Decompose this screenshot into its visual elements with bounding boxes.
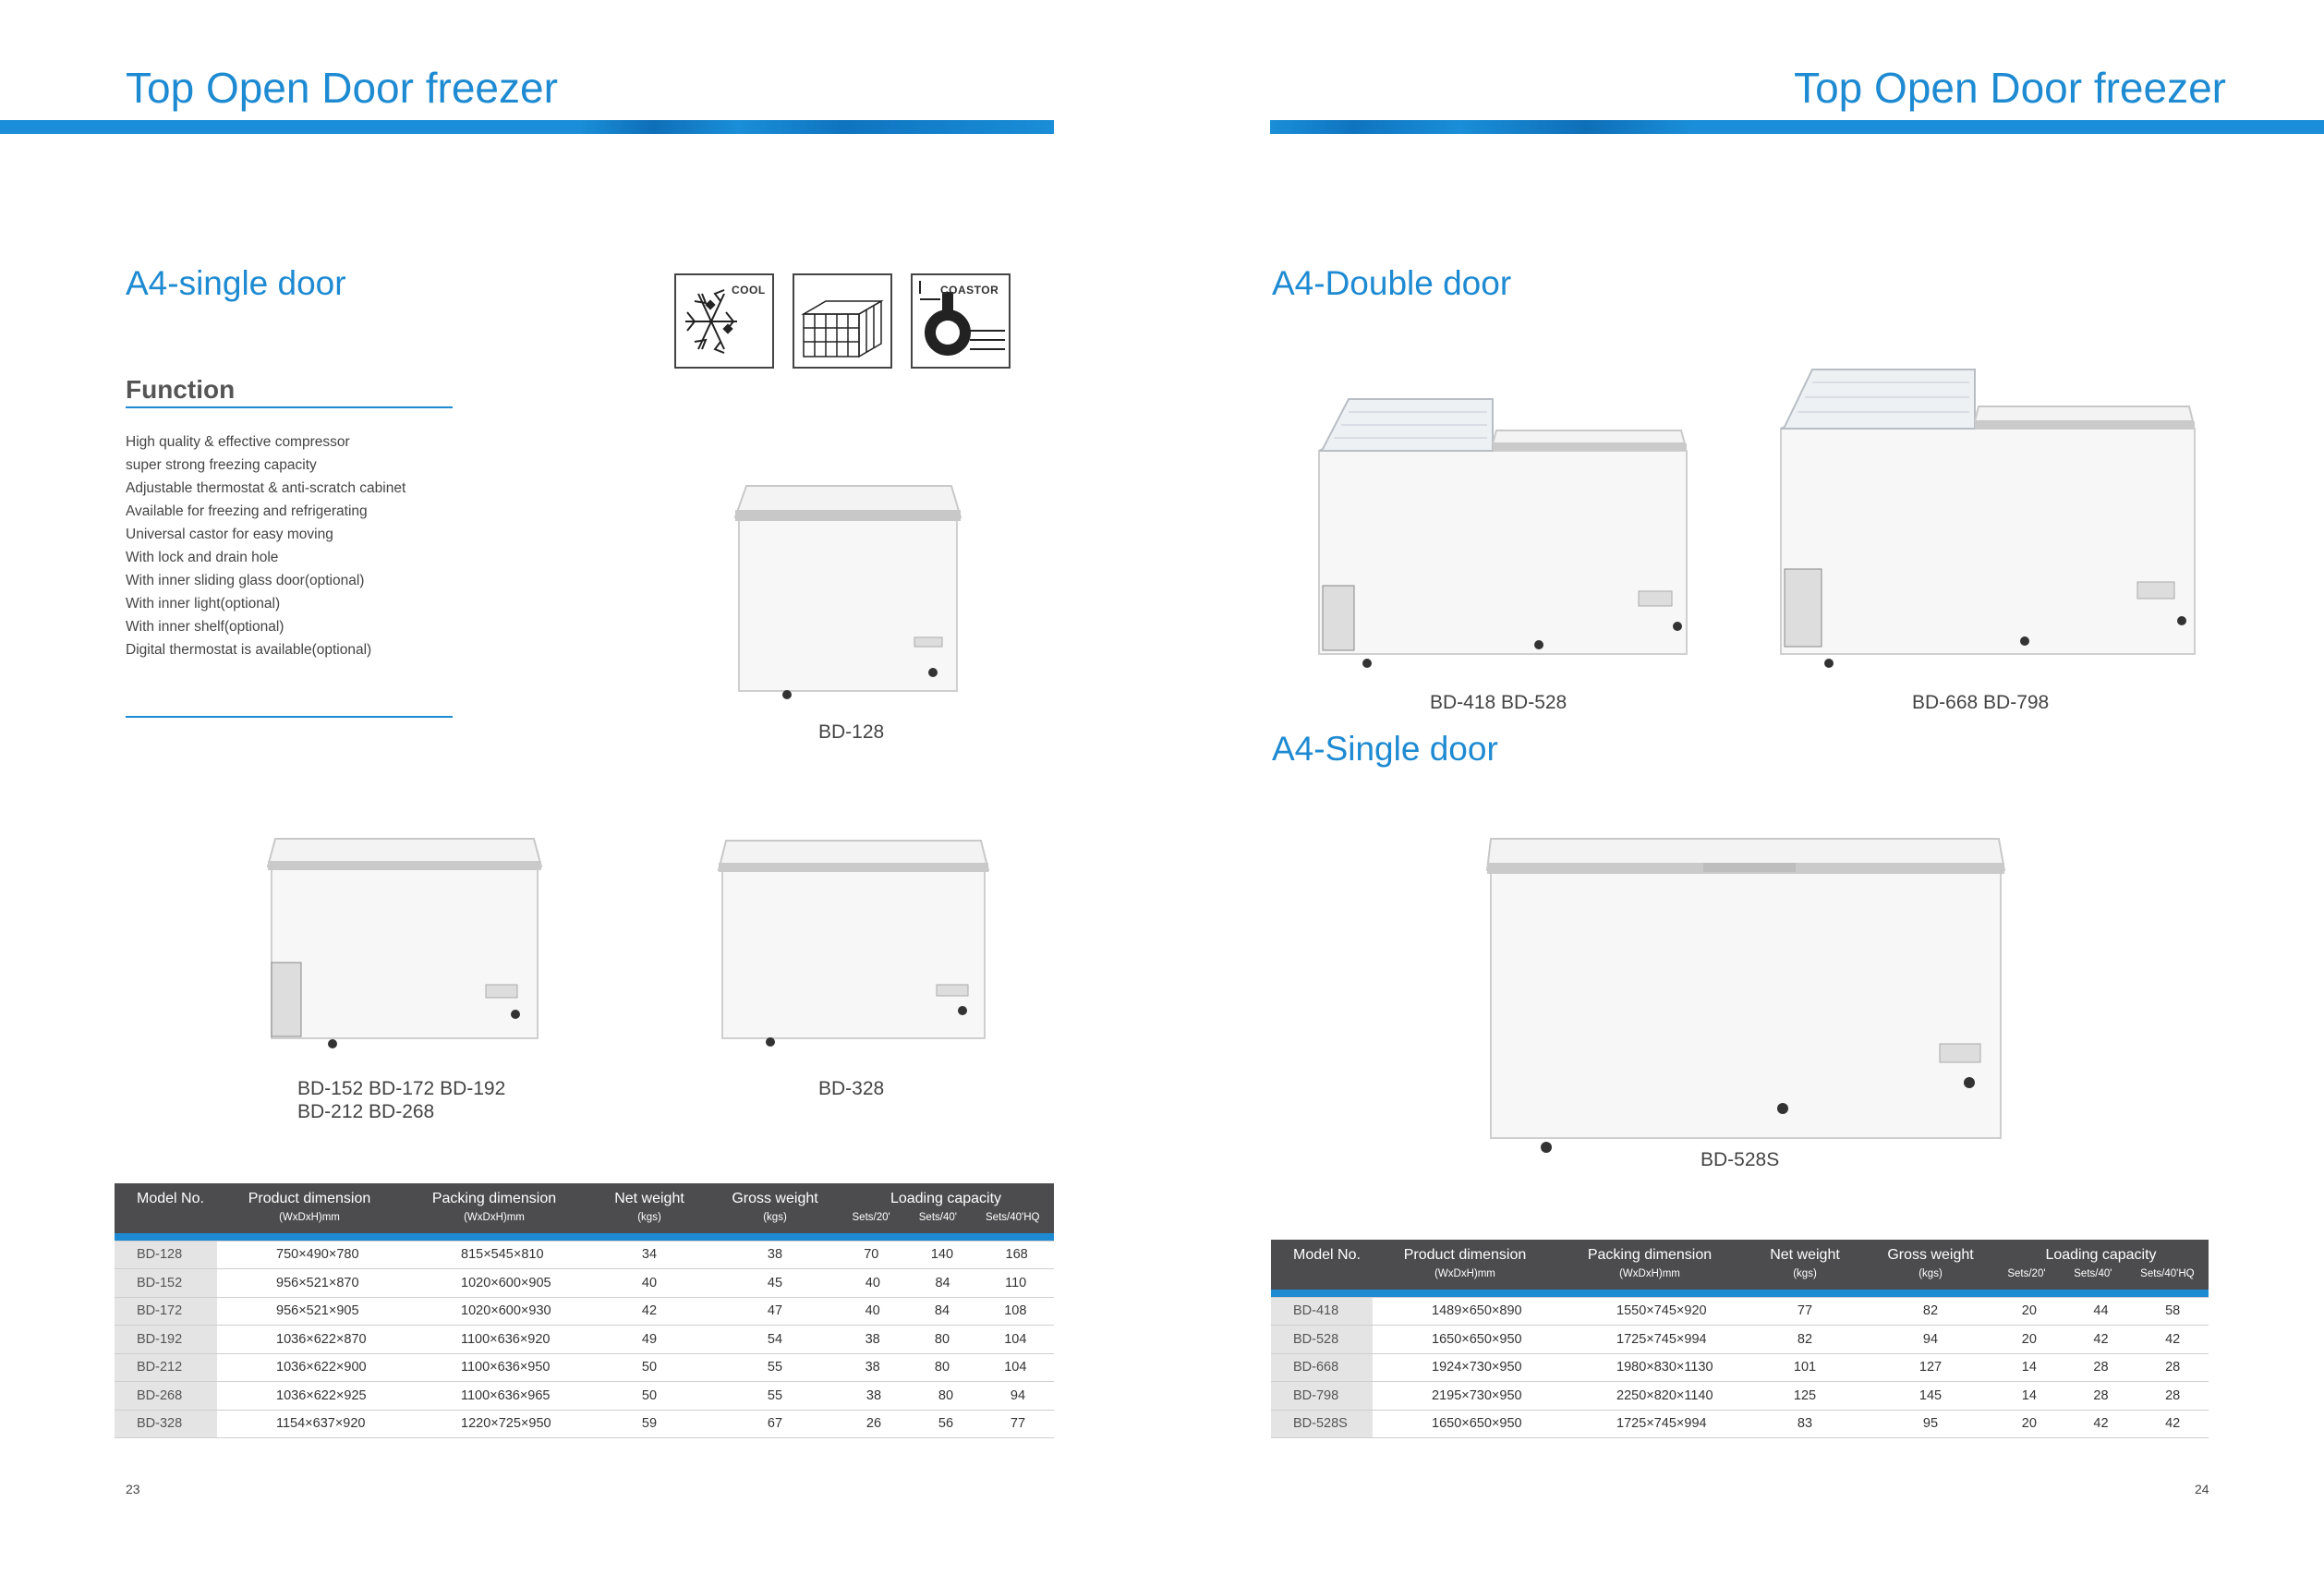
feature-item: Universal castor for easy moving bbox=[126, 527, 333, 542]
spec-table-right bbox=[1271, 1240, 2209, 1438]
section-heading-double-door: A4-Double door bbox=[1272, 264, 1512, 302]
section-heading-single-door-right: A4-Single door bbox=[1272, 730, 1498, 768]
freezer-image-bd128 bbox=[730, 479, 970, 705]
page-number-left: 23 bbox=[126, 1482, 140, 1496]
feature-item: Available for freezing and refrigerating bbox=[126, 503, 368, 519]
table-row: BD-152 956×521×870 1020×600×905 40 45 40 84 110 bbox=[115, 1269, 1054, 1298]
feature-item: With inner light(optional) bbox=[126, 596, 281, 612]
col-header-net-weight: Net weight (kgs) bbox=[1742, 1240, 1868, 1290]
wire-basket-icon bbox=[793, 273, 892, 369]
page-number-right: 24 bbox=[2195, 1482, 2209, 1496]
caption-bd668: BD-668 BD-798 bbox=[1912, 692, 2050, 713]
caption-bd328: BD-328 bbox=[818, 1078, 885, 1099]
freezer-image-bd528s bbox=[1482, 815, 2010, 1158]
icon-caption-cool: COOL bbox=[732, 284, 766, 297]
table-row: BD-418 1489×650×890 1550×745×920 77 82 20 44 58 bbox=[1271, 1297, 2209, 1326]
col-header-model: Model No. bbox=[115, 1183, 217, 1233]
freezer-image-bd418 bbox=[1312, 394, 1692, 672]
title-bar-right bbox=[1270, 120, 2324, 134]
table-row: BD-268 1036×622×925 1100×636×965 50 55 38 80 94 bbox=[115, 1382, 1054, 1411]
page-title-right: Top Open Door freezer bbox=[1794, 64, 2226, 112]
table-row: BD-798 2195×730×950 2250×820×1140 125 145 14 28 28 bbox=[1271, 1382, 2209, 1411]
function-rule-top bbox=[126, 406, 453, 408]
caption-bd528s: BD-528S bbox=[1701, 1149, 1780, 1170]
freezer-image-bd152 bbox=[264, 833, 545, 1049]
page-title-left: Top Open Door freezer bbox=[126, 64, 558, 112]
table-row: BD-128 750×490×780 815×545×810 34 38 70 140 168 bbox=[115, 1241, 1054, 1269]
caption-bd152-line2: BD-212 BD-268 bbox=[297, 1101, 435, 1122]
table-row: BD-668 1924×730×950 1980×830×1130 101 127 14 28 28 bbox=[1271, 1353, 2209, 1382]
col-header-packing-dimension: Packing dimension (WxDxH)mm bbox=[402, 1183, 587, 1233]
caption-bd152-line1: BD-152 BD-172 BD-192 bbox=[297, 1078, 506, 1099]
table-row: BD-192 1036×622×870 1100×636×920 49 54 38 80 104 bbox=[115, 1326, 1054, 1354]
col-header-loading-capacity: Loading capacity Sets/20' Sets/40' Sets/40'HQ bbox=[838, 1183, 1054, 1233]
feature-item: With lock and drain hole bbox=[126, 550, 279, 565]
feature-item: Digital thermostat is available(optional) bbox=[126, 642, 372, 658]
function-rule-bottom bbox=[126, 716, 453, 718]
table-row: BD-212 1036×622×900 1100×636×950 50 55 38 80 104 bbox=[115, 1353, 1054, 1382]
function-heading: Function bbox=[126, 375, 236, 404]
table-row: BD-528S 1650×650×950 1725×745×994 83 95 20 42 42 bbox=[1271, 1410, 2209, 1438]
table-row: BD-528 1650×650×950 1725×745×994 82 94 20 42 42 bbox=[1271, 1326, 2209, 1354]
freezer-image-bd668 bbox=[1773, 364, 2200, 672]
caption-bd152 bbox=[297, 1077, 505, 1123]
col-header-packing-dimension: Packing dimension (WxDxH)mm bbox=[1557, 1240, 1742, 1290]
feature-item: super strong freezing capacity bbox=[126, 457, 317, 473]
spec-table-left bbox=[115, 1183, 1054, 1438]
col-header-product-dimension: Product dimension (WxDxH)mm bbox=[1373, 1240, 1557, 1290]
title-bar-left bbox=[0, 120, 1054, 134]
col-header-model: Model No. bbox=[1271, 1240, 1373, 1290]
col-header-gross-weight: Gross weight (kgs) bbox=[712, 1183, 838, 1233]
col-header-net-weight: Net weight (kgs) bbox=[587, 1183, 712, 1233]
feature-item: High quality & effective compressor bbox=[126, 434, 350, 450]
icon-caption-coastor: COASTOR bbox=[940, 284, 999, 297]
snowflake-icon bbox=[674, 273, 774, 369]
freezer-image-bd328 bbox=[715, 833, 992, 1049]
castor-wheel-icon bbox=[911, 273, 1011, 369]
table-row: BD-328 1154×637×920 1220×725×950 59 67 26 56 77 bbox=[115, 1410, 1054, 1438]
caption-bd418: BD-418 BD-528 bbox=[1430, 692, 1567, 713]
feature-item: With inner sliding glass door(optional) bbox=[126, 573, 365, 588]
col-header-gross-weight: Gross weight (kgs) bbox=[1868, 1240, 1993, 1290]
feature-item: With inner shelf(optional) bbox=[126, 619, 284, 635]
section-heading-single-door: A4-single door bbox=[126, 264, 346, 302]
col-header-product-dimension: Product dimension (WxDxH)mm bbox=[217, 1183, 402, 1233]
caption-bd128: BD-128 bbox=[818, 721, 885, 743]
table-row: BD-172 956×521×905 1020×600×930 42 47 40 84 108 bbox=[115, 1297, 1054, 1326]
col-header-loading-capacity: Loading capacity Sets/20' Sets/40' Sets/40'HQ bbox=[1993, 1240, 2209, 1290]
feature-item: Adjustable thermostat & anti-scratch cabinet bbox=[126, 480, 406, 496]
function-feature-list bbox=[126, 430, 405, 661]
